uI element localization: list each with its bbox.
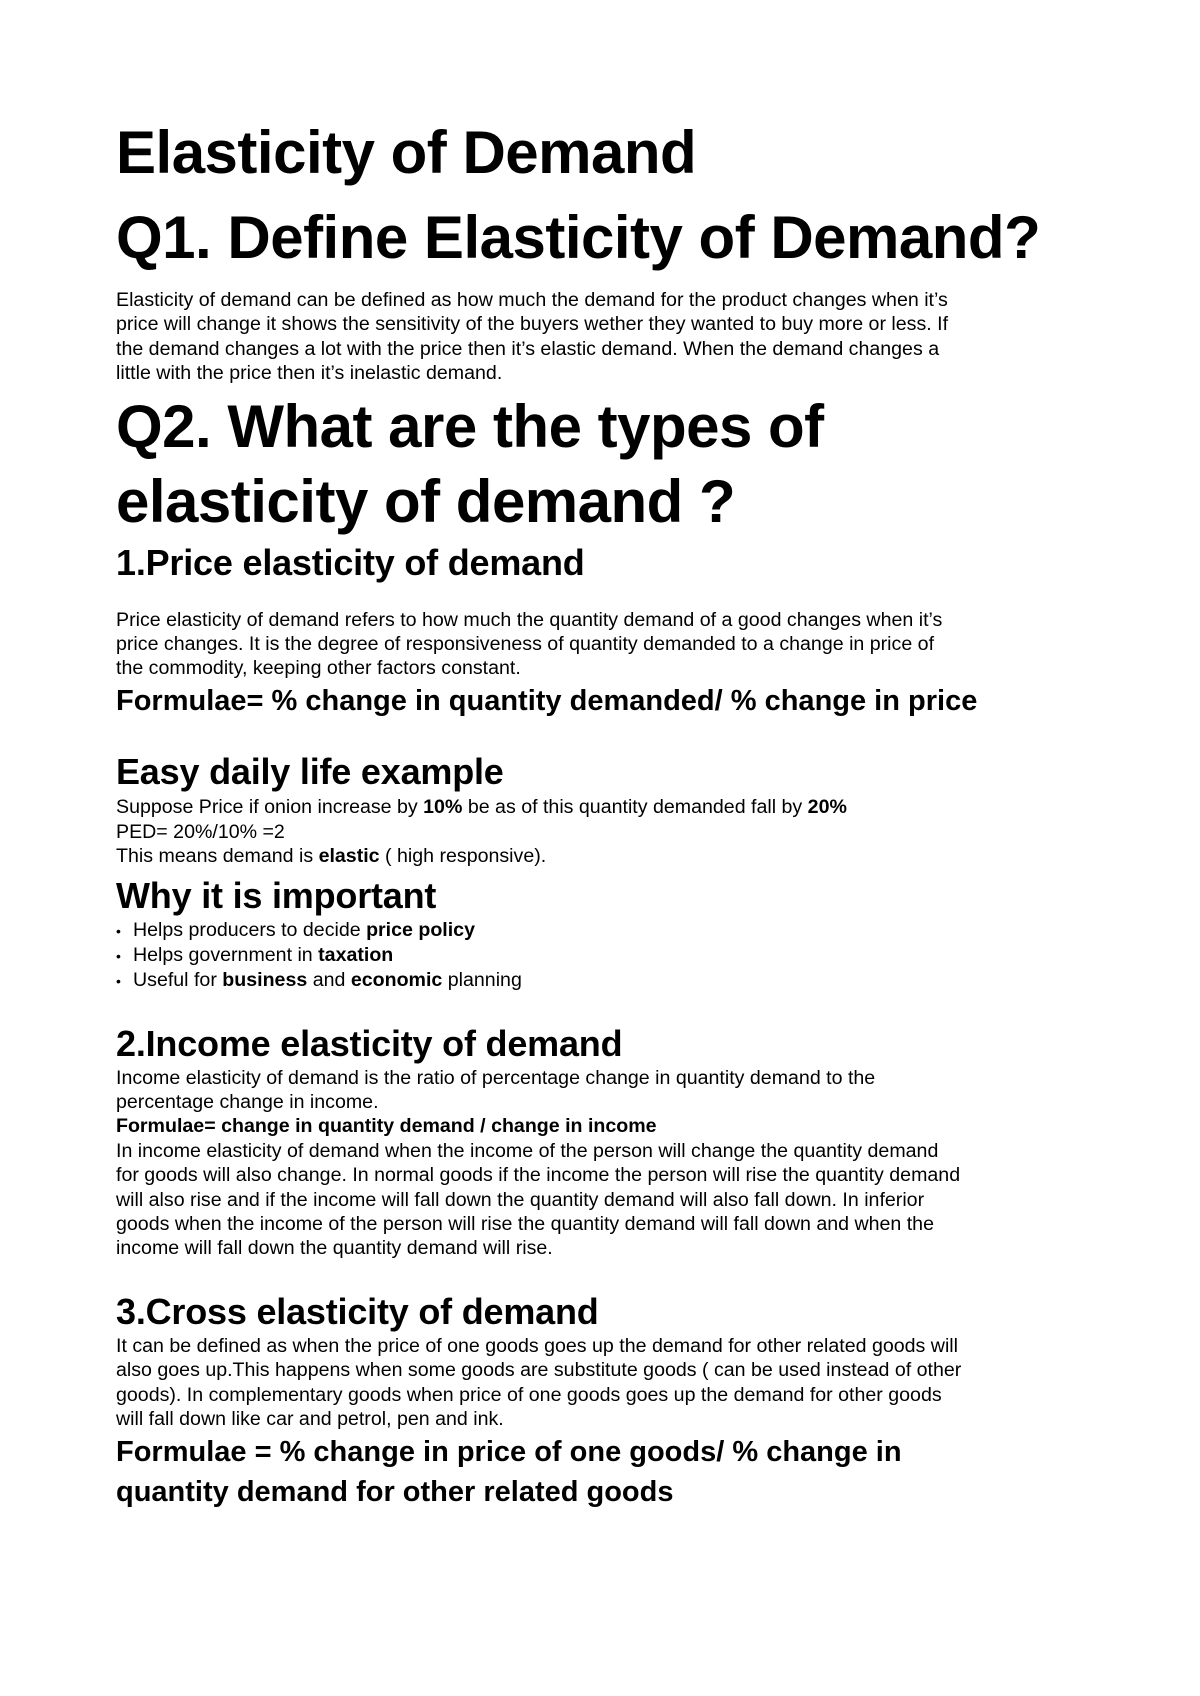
- income-formula: Formulae= change in quantity demand / change in income: [116, 1115, 657, 1137]
- q1-line-1: Elasticity of demand can be defined as how much the demand for the product changes when it’s: [116, 289, 948, 311]
- price-line-3: the commodity, keeping other factors constant.: [116, 657, 521, 679]
- cross-line-2: also goes up.This happens when some goods are substitute goods ( can be used instead of other: [116, 1359, 962, 1381]
- price-line-1: Price elasticity of demand refers to how much the quantity demand of a good changes when it’s: [116, 609, 943, 631]
- q1-line-4: little with the price then it’s inelastic demand.: [116, 362, 503, 384]
- price-line-2: price changes. It is the degree of responsiveness of quantity demanded to a change in price of: [116, 633, 935, 655]
- cross-formula-line-1: Formulae = % change in price of one goods/ % change in: [116, 1436, 902, 1468]
- income-line-5: will also rise and if the income will fall down the quantity demand will also fall down. In inferior: [116, 1189, 925, 1211]
- list-item: • Helps government in taxation: [116, 943, 393, 969]
- cross-line-3: goods). In complementary goods when price of one goods goes up the demand for other goods: [116, 1384, 942, 1406]
- price-formula: Formulae= % change in quantity demanded/ % change in price: [116, 685, 978, 717]
- bullet-icon: •: [116, 973, 121, 989]
- list-item: • Useful for business and economic planning: [116, 968, 522, 994]
- income-line-7: income will fall down the quantity demand will rise.: [116, 1237, 553, 1259]
- cross-formula-line-2: quantity demand for other related goods: [116, 1476, 674, 1508]
- example-heading: Easy daily life example: [116, 751, 504, 792]
- q1-heading: Q1. Define Elasticity of Demand?: [116, 204, 1041, 271]
- income-line-2: percentage change in income.: [116, 1091, 379, 1113]
- why-important-heading: Why it is important: [116, 875, 437, 916]
- example-line-3: This means demand is elastic ( high responsive).: [116, 845, 547, 867]
- q2-heading-line-1: Q2. What are the types of: [116, 393, 824, 460]
- income-line-1: Income elasticity of demand is the ratio of percentage change in quantity demand to the: [116, 1067, 876, 1089]
- income-line-3: In income elasticity of demand when the income of the person will change the quantity demand: [116, 1140, 939, 1162]
- income-line-4: for goods will also change. In normal goods if the income the person will rise the quantity demand: [116, 1164, 961, 1186]
- example-line-1: Suppose Price if onion increase by 10% be as of this quantity demanded fall by 20%: [116, 796, 847, 818]
- bullet-icon: •: [116, 923, 121, 939]
- q1-line-3: the demand changes a lot with the price then it’s elastic demand. When the demand changes a: [116, 338, 940, 360]
- example-line-2: PED= 20%/10% =2: [116, 821, 285, 843]
- income-elasticity-heading: 2.Income elasticity of demand: [116, 1023, 623, 1064]
- income-line-6: goods when the income of the person will rise the quantity demand will fall down and when the: [116, 1213, 934, 1235]
- q1-line-2: price will change it shows the sensitivity of the buyers wether they wanted to buy more or less. If: [116, 313, 949, 335]
- cross-line-4: will fall down like car and petrol, pen and ink.: [116, 1408, 504, 1430]
- cross-line-1: It can be defined as when the price of one goods goes up the demand for other related goods will: [116, 1335, 959, 1357]
- bullet-icon: •: [116, 948, 121, 964]
- page-title: Elasticity of Demand: [116, 119, 697, 186]
- cross-elasticity-heading: 3.Cross elasticity of demand: [116, 1291, 599, 1332]
- list-item: • Helps producers to decide price policy: [116, 918, 475, 944]
- price-elasticity-heading: 1.Price elasticity of demand: [116, 542, 585, 583]
- q2-heading-line-2: elasticity of demand ?: [116, 468, 736, 535]
